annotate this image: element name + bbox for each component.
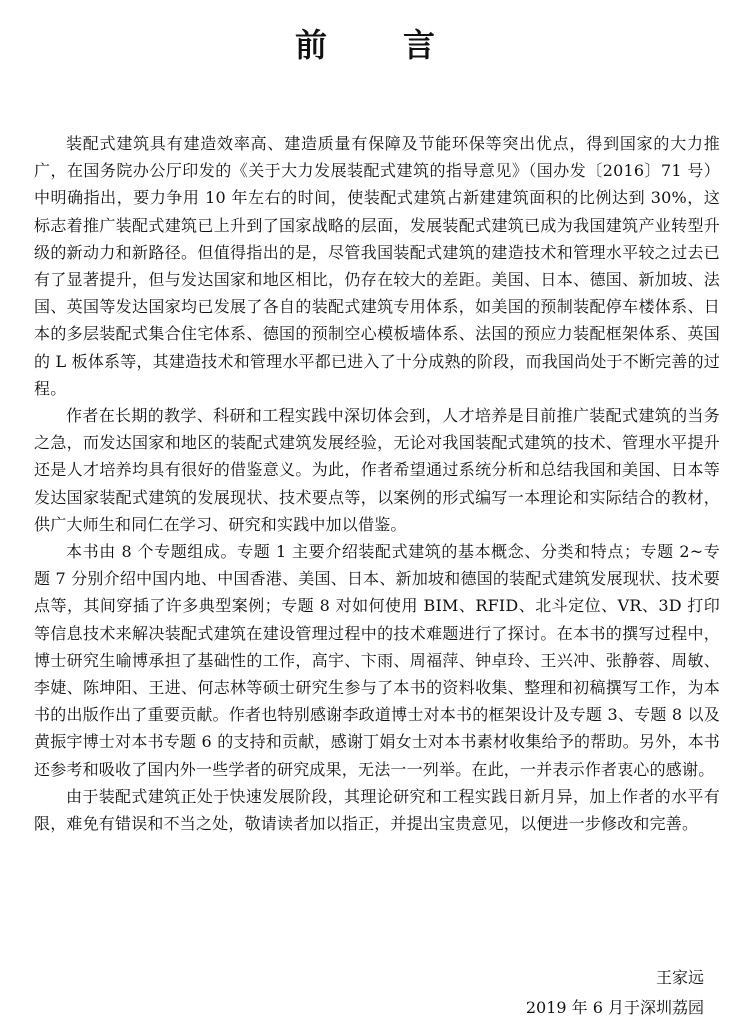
page-title: 前 言 [294, 26, 457, 65]
paragraph-3: 本书由 8 个专题组成。专题 1 主要介绍装配式建筑的基本概念、分类和特点；专题 2~专题 7 分别介绍中国内地、中国香港、美国、日本、新加坡和德国的装配式建筑发展现状、技术要点等，其间穿插了许多典型案例；专题 8 对如何使用 BIM、RFID、北斗定位、VR、3D 打印等信息技术来解决装配式建筑在建设管理过程中的技术难题进行了探讨。在本书的撰写过程中，博士研究生喻博承担了基础性的工作，高宇、卞雨、周福萍、钟卓玲、王兴冲、张静蓉、周敏、李婕、陈坤阳、王进、何志林等硕士研究生参与了本书的资料收集、整理和初稿撰写工作，为本书的出版作出了重要贡献。作者也特别感谢李政道博士对本书的框架设计及专题 3、专题 8 以及黄振宇博士对本书专题 6 的支持和贡献，感谢丁娟女士对本书素材收集给予的帮助。另外，本书还参考和吸收了国内外一些学者的研究成果，无法一一列举。在此，一并表示作者衷心的感谢。 [34, 542, 720, 779]
paragraph-4: 由于装配式建筑正处于快速发展阶段，其理论研究和工程实践日新月异，加上作者的水平有限，难免有错误和不当之处，敬请读者加以指正，并提出宝贵意见，以便进一步修改和完善。 [34, 786, 720, 834]
author-signature: 王家远 [655, 968, 704, 987]
paragraph-1: 装配式建筑具有建造效率高、建造质量有保障及节能环保等突出优点，得到国家的大力推广，在国务院办公厅印发的《关于大力发展装配式建筑的指导意见》（国办发〔2016〕71 号）中明确指出，要力争用 10 年左右的时间，使装配式建筑占新建建筑面积的比例达到 30%，这标志着推广装配式建筑已上升到了国家战略的层面，发展装配式建筑已成为我国建筑产业转型升级的新动力和新路径。但值得指出的是，尽管我国装配式建筑的建造技术和管理水平较之过去已有了显著提升，但与发达国家和地区相比，仍存在较大的差距。美国、日本、德国、新加坡、法国、英国等发达国家均已发展了各自的装配式建筑专用体系，如美国的预制装配停车楼体系、日本的多层装配式集合住宅体系、德国的预制空心模板墙体系、法国的预应力装配框架体系、英国的 L 板体系等，其建造技术和管理水平都已进入了十分成熟的阶段，而我国尚处于不断完善的过程。 [34, 134, 720, 398]
paragraph-2: 作者在长期的教学、科研和工程实践中深切体会到，人才培养是目前推广装配式建筑的当务之急，而发达国家和地区的装配式建筑发展经验，无论对我国装配式建筑的技术、管理水平提升还是人才培养均具有很好的借鉴意义。为此，作者希望通过系统分析和总结我国和美国、日本等发达国家装配式建筑的发展现状、技术要点等，以案例的形式编写一本理论和实际结合的教材，供广大师生和同仁在学习、研究和实践中加以借鉴。 [34, 406, 720, 534]
signature-date-place: 2019 年 6 月于深圳荔园 [525, 998, 704, 1017]
preface-body [34, 130, 720, 837]
